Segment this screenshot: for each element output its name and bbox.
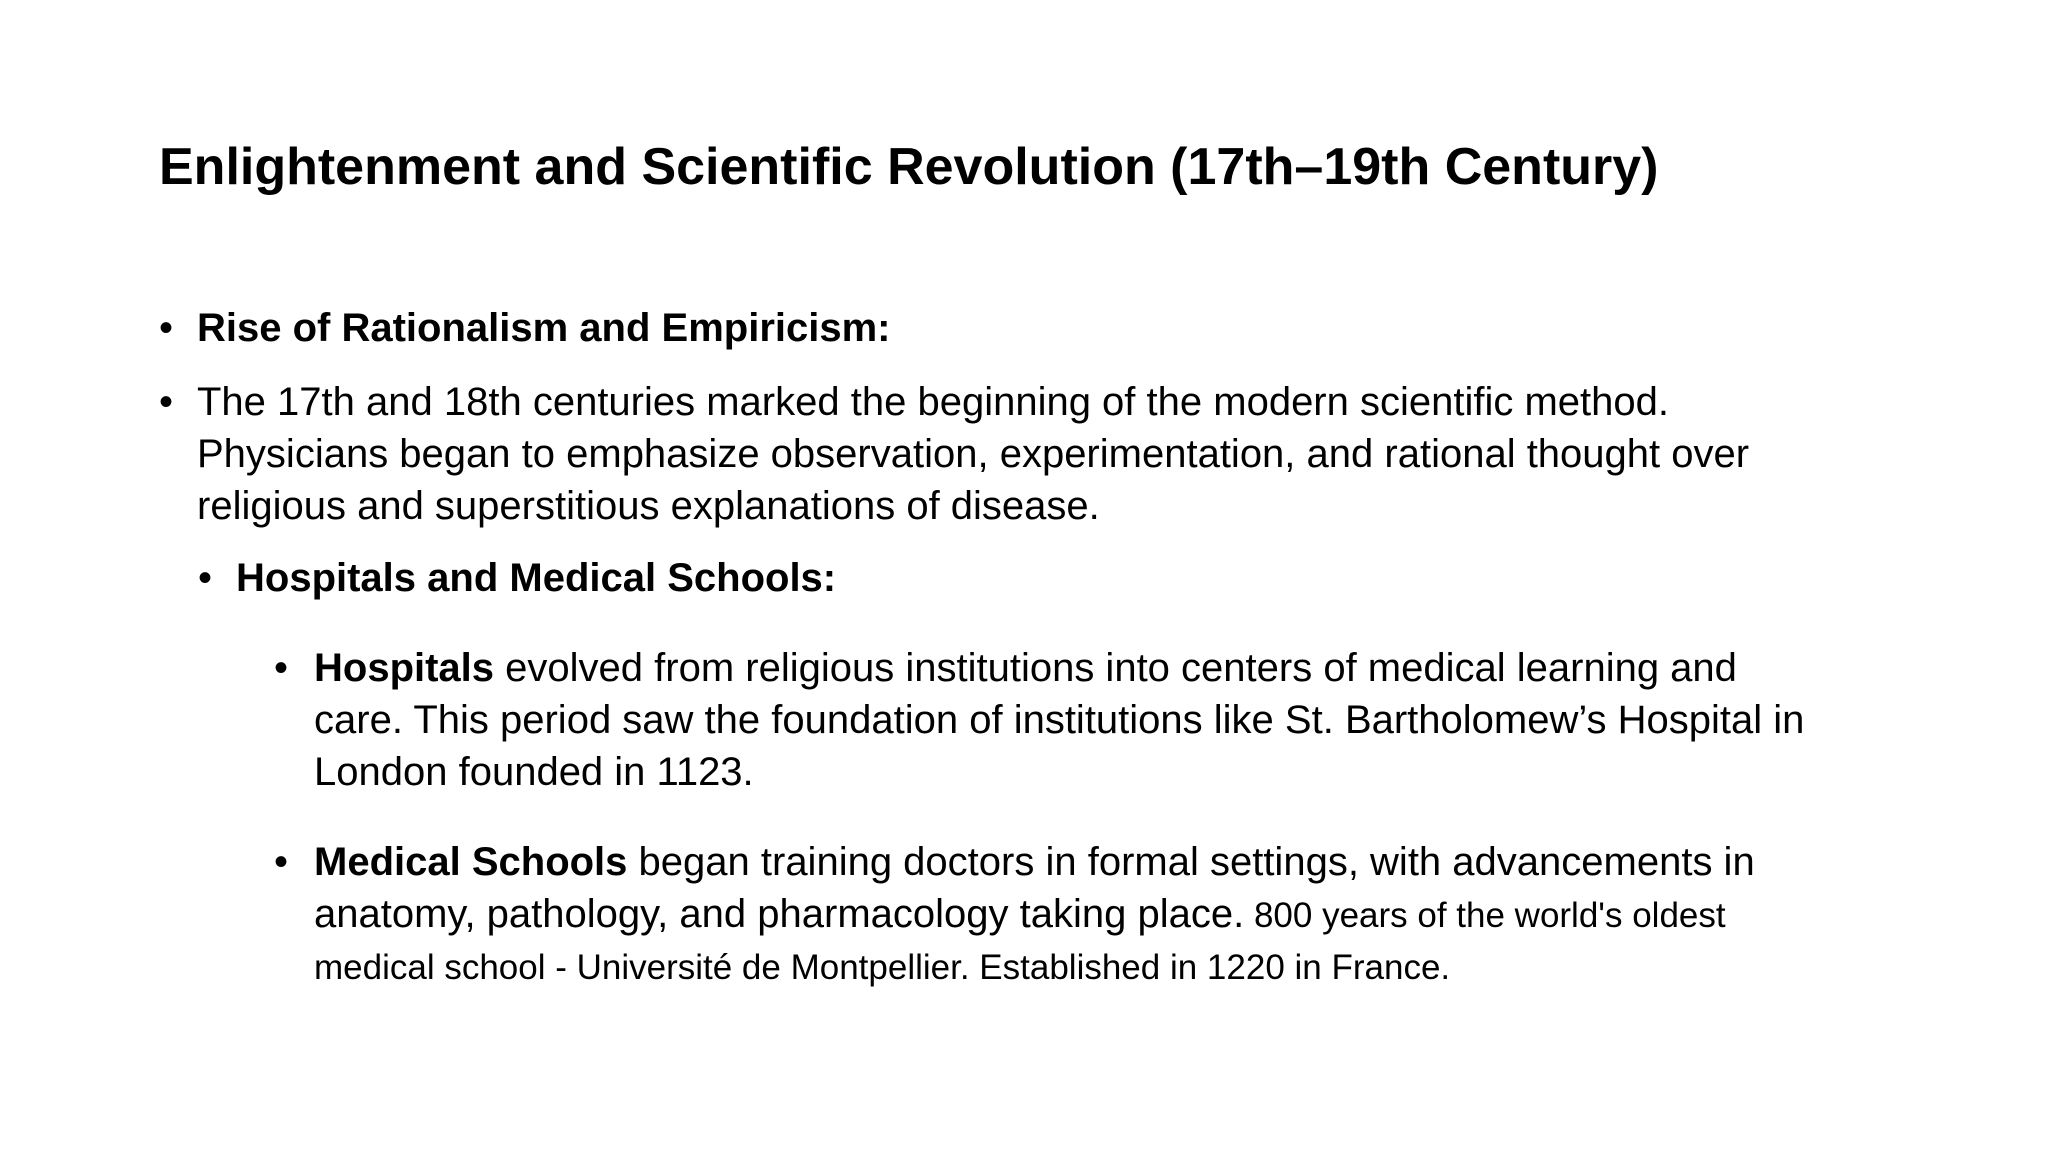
bullet-heading-hospitals-and-medical-schools: Hospitals and Medical Schools:	[236, 556, 837, 600]
bullet-glyph: •	[198, 556, 213, 600]
bullet-item-hospitals	[274, 642, 1934, 798]
hospitals-text-line-1: evolved from religious institutions into centers of medical learning and	[494, 646, 1737, 690]
montpellier-note-line-2: medical school - Université de Montpellier. Established in 1220 in France.	[314, 948, 1451, 987]
medical-schools-term: Medical Schools	[314, 840, 628, 884]
hospitals-text-line-3: London founded in 1123.	[314, 750, 754, 794]
scientific-method-text-line-2: Physicians began to emphasize observation, experimentation, and rational thought over	[197, 432, 1750, 476]
medical-schools-text-line-1: began training doctors in formal settings, with advancements in	[627, 840, 1755, 884]
bullet-item-hospitals-and-medical-schools	[198, 552, 1896, 604]
bullet-glyph: •	[274, 840, 289, 884]
bullet-item-scientific-method	[159, 376, 1897, 532]
hospitals-term: Hospitals	[314, 646, 495, 690]
bullet-heading-rationalism: Rise of Rationalism and Empiricism:	[197, 306, 891, 350]
bullet-glyph: •	[159, 380, 174, 424]
medical-schools-text-line-2: anatomy, pathology, and pharmacology taking place.	[314, 892, 1245, 936]
scientific-method-text-line-1: The 17th and 18th centuries marked the beginning of the modern scientific method.	[197, 380, 1670, 424]
scientific-method-text-line-3: religious and superstitious explanations of disease.	[197, 484, 1100, 528]
bullet-glyph: •	[274, 646, 289, 690]
montpellier-note-line-1: 800 years of the world's oldest	[1244, 896, 1726, 935]
bullet-glyph: •	[159, 306, 174, 350]
slide-title: Enlightenment and Scientific Revolution (17th–19th Century)	[159, 138, 1659, 196]
bullet-item-rise-of-rationalism	[159, 302, 1897, 354]
bullet-item-medical-schools	[274, 836, 1934, 992]
hospitals-text-line-2: care. This period saw the foundation of institutions like St. Bartholomew’s Hospital in	[314, 698, 1805, 742]
